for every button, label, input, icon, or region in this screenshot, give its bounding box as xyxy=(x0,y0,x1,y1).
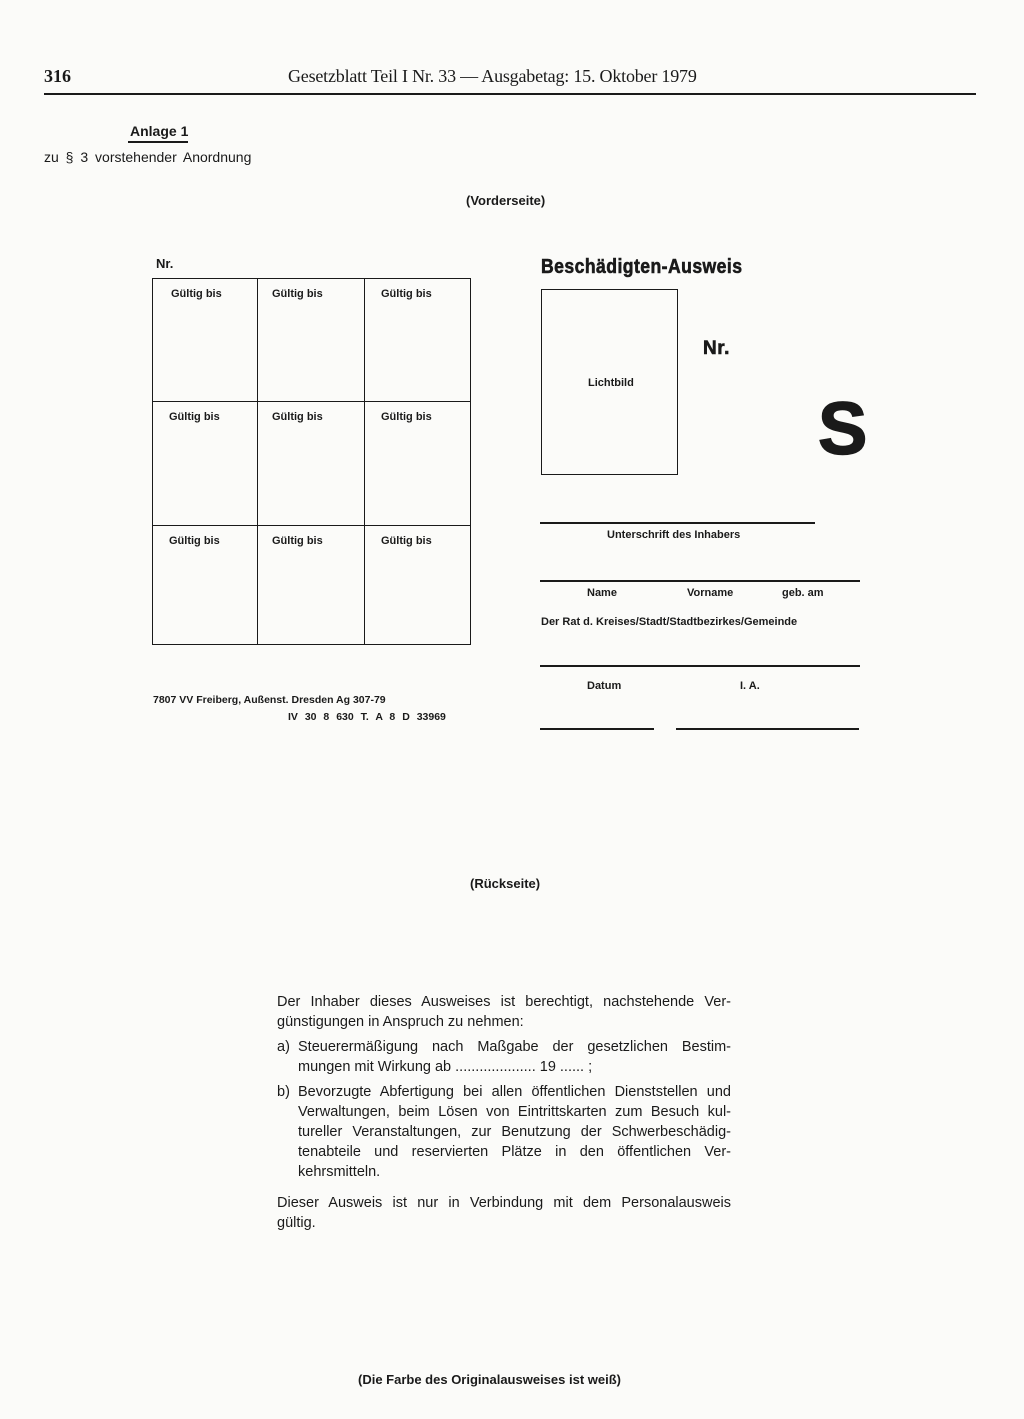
validity-grid xyxy=(152,278,471,645)
validity-cell-label: Gültig bis xyxy=(272,288,323,300)
validity-cell xyxy=(153,526,258,644)
birth-label: geb. am xyxy=(782,587,824,599)
item-b-line3: tureller Veranstaltungen, zur Benutzung der Schwerbeschädig- xyxy=(298,1124,731,1140)
council-label: Der Rat d. Kreises/Stadt/Stadtbezirkes/Gemeinde xyxy=(541,616,798,628)
closing-line1: Dieser Ausweis ist nur in Verbindung mit dem Personalausweis xyxy=(277,1195,731,1211)
card-title: Beschädigten-Ausweis xyxy=(541,256,743,278)
validity-cell-label: Gültig bis xyxy=(381,411,432,423)
category-letter: S xyxy=(818,387,868,470)
first-name-label: Vorname xyxy=(687,587,734,599)
item-b-line1: Bevorzugte Abfertigung bei allen öffentlichen Dienststellen und xyxy=(298,1084,731,1100)
photo-label: Lichtbild xyxy=(588,377,634,389)
printer-imprint-line2: IV 30 8 630 T. A 8 D 33969 xyxy=(288,711,446,723)
annex-title-underline xyxy=(128,141,188,143)
council-line xyxy=(540,665,860,667)
validity-cell-label: Gültig bis xyxy=(169,411,220,423)
validity-cell-label: Gültig bis xyxy=(381,535,432,547)
ia-label: I. A. xyxy=(740,680,760,692)
front-side-label: (Vorderseite) xyxy=(466,193,546,208)
validity-cell xyxy=(365,279,470,402)
item-b-line2: Verwaltungen, beim Lösen von Eintrittskarten zum Besuch kul- xyxy=(298,1104,731,1120)
validity-cell xyxy=(258,526,365,644)
item-b-line4: tenabteile und reservierten Plätze in den öffentlichen Ver- xyxy=(298,1144,731,1160)
intro-line2: günstigungen in Anspruch zu nehmen: xyxy=(277,1014,524,1030)
validity-cell xyxy=(365,526,470,644)
number-label: Nr. xyxy=(156,256,174,271)
signature-label: Unterschrift des Inhabers xyxy=(607,529,741,541)
running-title: Gesetzblatt Teil I Nr. 33 — Ausgabetag: 15. Oktober 1979 xyxy=(288,66,697,86)
ia-line xyxy=(676,728,859,730)
closing-line2: gültig. xyxy=(277,1215,316,1231)
back-side-label: (Rückseite) xyxy=(470,876,541,891)
validity-cell-label: Gültig bis xyxy=(169,535,220,547)
validity-cell xyxy=(365,402,470,526)
validity-cell xyxy=(258,402,365,526)
validity-cell-label: Gültig bis xyxy=(272,411,323,423)
date-label: Datum xyxy=(587,680,622,692)
item-b-marker: b) xyxy=(277,1084,290,1100)
validity-cell xyxy=(153,402,258,526)
item-a-line2: mungen mit Wirkung ab .................... 19 ...... ; xyxy=(298,1059,593,1075)
name-line xyxy=(540,580,860,582)
signature-line xyxy=(540,522,815,524)
header-rule xyxy=(44,93,976,95)
printer-imprint-line1: 7807 VV Freiberg, Außenst. Dresden Ag 307-79 xyxy=(153,694,386,706)
validity-cell-label: Gültig bis xyxy=(171,288,222,300)
validity-cell xyxy=(153,279,258,402)
item-a-line1: Steuerermäßigung nach Maßgabe der gesetzlichen Bestim- xyxy=(298,1039,731,1055)
validity-cell xyxy=(258,279,365,402)
footer-note: (Die Farbe des Originalausweises ist weiß) xyxy=(358,1372,621,1387)
validity-cell-label: Gültig bis xyxy=(272,535,323,547)
item-b-line5: kehrsmitteln. xyxy=(298,1164,381,1180)
name-label: Name xyxy=(587,587,617,599)
intro-line1: Der Inhaber dieses Ausweises ist berechtigt, nachstehende Ver- xyxy=(277,994,731,1010)
page-number: 316 xyxy=(44,66,71,86)
annex-title: Anlage 1 xyxy=(130,123,189,139)
date-line xyxy=(540,728,654,730)
annex-subtitle: zu § 3 vorstehender Anordnung xyxy=(44,149,252,165)
item-a-marker: a) xyxy=(277,1039,290,1055)
card-number-label: Nr. xyxy=(703,338,730,359)
validity-cell-label: Gültig bis xyxy=(381,288,432,300)
